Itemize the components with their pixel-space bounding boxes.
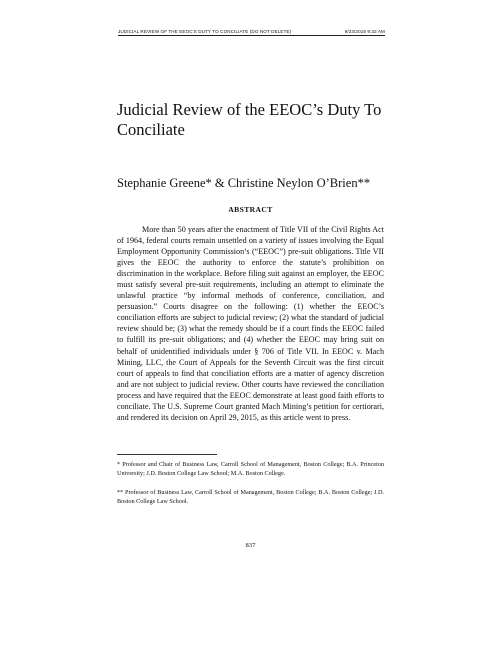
footnote-divider <box>117 454 217 455</box>
running-header <box>118 29 385 36</box>
footnote-author-1: * Professor and Chair of Business Law, Carroll School of Management, Boston College; B.A. Princeton University; J.D. Boston College Law School; M.A. Boston College. <box>117 461 384 477</box>
article-authors: Stephanie Greene* & Christine Neylon O’Brien** <box>117 176 371 190</box>
running-header-timestamp: 9/23/2015 9:32 AM <box>344 29 385 34</box>
footnote-author-2: ** Professor of Business Law, Carroll School of Management, Boston College; B.A. Boston College; J.D. Boston College Law School. <box>117 489 384 505</box>
abstract-heading: ABSTRACT <box>228 205 273 214</box>
running-header-title: JUDICIAL REVIEW OF THE EEOC'S DUTY TO CONCILIATE (DO NOT DELETE) <box>118 29 292 34</box>
article-title: Judicial Review of the EEOC’s Duty To Conciliate <box>117 100 382 139</box>
page-number: 837 <box>245 542 256 549</box>
abstract-body: More than 50 years after the enactment of Title VII of the Civil Rights Act of 1964, federal courts remain unsettled on a variety of issues involving the Equal Employment Opportunity Commission’s (“EEOC”) pre-suit obligations. Title VII gives the EEOC the authority to enforce the statute’s prohibition on discrimination in the workplace. Before filing suit against an employer, the EEOC must satisfy several pre-suit requirements, including an attempt to eliminate the unlawful practice “by informal methods of conference, conciliation, and persuasion.” Courts disagree on the following: (1) whether the EEOC’s conciliation efforts are subject to judicial review; (2) what the standard of judicial review should be; (3) what the remedy should be if a court finds the EEOC failed to fulfill its pre-suit obligations; and (4) whether the EEOC may bring suit on behalf of unidentified individuals under § 706 of Title VII. In EEOC v. Mach Mining, LLC, the Court of Appeals for the Seventh Circuit was the first circuit court of appeals to find that conciliation efforts are a matter of agency discretion and are not subject to judicial review. Other courts have reviewed the conciliation process and have required that the EEOC demonstrate at least good faith efforts to conciliate. The U.S. Supreme Court granted Mach Mining’s petition for certiorari, and rendered its decision on April 29, 2015, as this article went to press. <box>117 225 384 422</box>
